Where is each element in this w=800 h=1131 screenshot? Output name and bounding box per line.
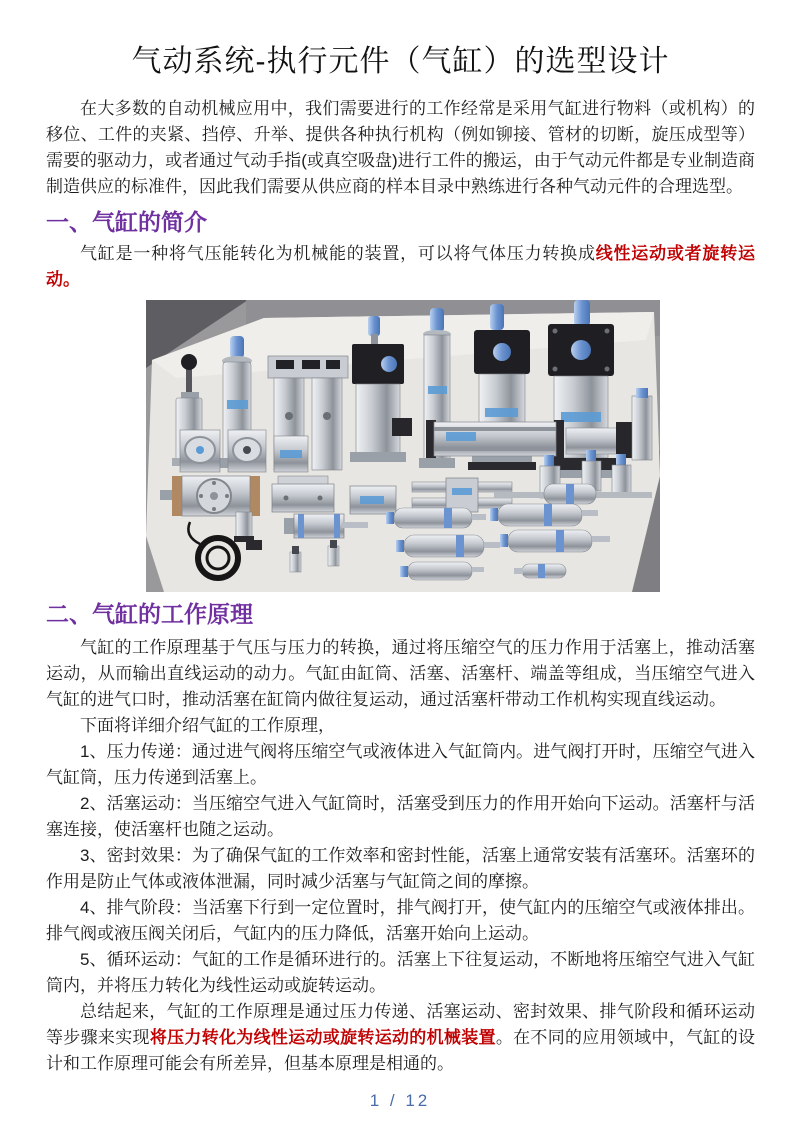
section1-text-normal: 气缸是一种将气压能转化为机械能的装置，可以将气体压力转换成 (80, 243, 596, 263)
summary-text-pre: 总结起来，气缸的工作原理是通过压力传递、活塞运动、密封效果、排气阶段和循环运动等步骤来实现 (46, 1001, 755, 1047)
cylinders-photo (146, 300, 660, 592)
step-exhaust: 4、排气阶段：当活塞下行到一定位置时，排气阀打开，使气缸内的压缩空气或液体排出。排气阀或液压阀关闭后，气缸内的压力降低，活塞开始向上运动。 (46, 897, 755, 943)
mini-cylinder-vertical (234, 512, 254, 542)
compact-cylinder-2 (228, 430, 266, 472)
section2-paragraph-2: 下面将详细介绍气缸的工作原理， (80, 715, 335, 735)
compact-cylinder-3 (274, 436, 308, 472)
page-number-indicator: 1 / 12 (369, 1091, 431, 1110)
step-piston-motion: 2、活塞运动：当压缩空气进入气缸筒时，活塞受到压力的作用开始向下运动。活塞杆与活塞连接，使活塞杆也随之运动。 (46, 793, 755, 839)
summary-text-emphasis: 将压力转化为线性运动或旋转运动的机械装置 (149, 1027, 496, 1047)
intro-paragraph: 在大多数的自动机械应用中，我们需要进行的工作经常是采用气缸进行物料（或机构）的移位、工件的夹紧、挡停、升举、提供各种执行机构（例如铆接、管材的切断，旋压成型等）需要的驱动力，或者通过气动手指(或真空吸盘)进行工件的搬运，由于气动元件都是专业制造商制造供应的标准件，因此我们需要从供应商的样本目录中熟练进行各种气动元件的合理选型。 (46, 98, 755, 196)
section1-paragraph (46, 241, 755, 293)
summary-text-post: 。在不同的应用领域中，气缸的设计和工作原理可能会有所差异，但基本原理是相通的。 (46, 1027, 756, 1073)
page-title: 气动系统-执行元件（气缸）的选型设计 (131, 45, 670, 78)
section2-paragraph-1: 气缸的工作原理基于气压与压力的转换，通过将压缩空气的压力作用于活塞上，推动活塞运动，从而输出直线运动的动力。气缸由缸筒、活塞、活塞杆、端盖等组成，当压缩空气进入气缸的进气口时，推动活塞在缸筒内做往复运动，通过活塞杆带动工作机构实现直线运动。 (46, 637, 755, 709)
step-cycle: 5、循环运动：气缸的工作是循环进行的。活塞上下往复运动，不断地将压缩空气进入气缸筒内，并将压力转化为线性运动或旋转运动。 (46, 949, 755, 995)
step-pressure-transfer: 1、压力传递：通过进气阀将压缩空气或液体进入气缸筒内。进气阀打开时，压缩空气进入气缸筒，压力传递到活塞上。 (46, 741, 755, 787)
section1-heading: 一、气缸的简介 (46, 208, 207, 235)
rotary-actuator (160, 476, 260, 516)
summary-paragraph (46, 999, 755, 1077)
compact-cylinder-1 (180, 430, 220, 472)
cylinders-photo-illustration (146, 300, 660, 592)
step-sealing: 3、密封效果：为了确保气缸的工作效率和密封性能，活塞上通常安装有活塞环。活塞环的作用是防止气体或液体泄漏，同时减少活塞与气缸筒之间的摩擦。 (46, 845, 755, 891)
slide-table-cylinder (272, 476, 334, 512)
section1-text-emphasis: 线性运动或者旋转运动。 (46, 243, 756, 289)
compact-guide-cylinder (350, 486, 396, 514)
section2-heading: 二、气缸的工作原理 (46, 600, 253, 627)
rodless-actuator (426, 420, 564, 458)
